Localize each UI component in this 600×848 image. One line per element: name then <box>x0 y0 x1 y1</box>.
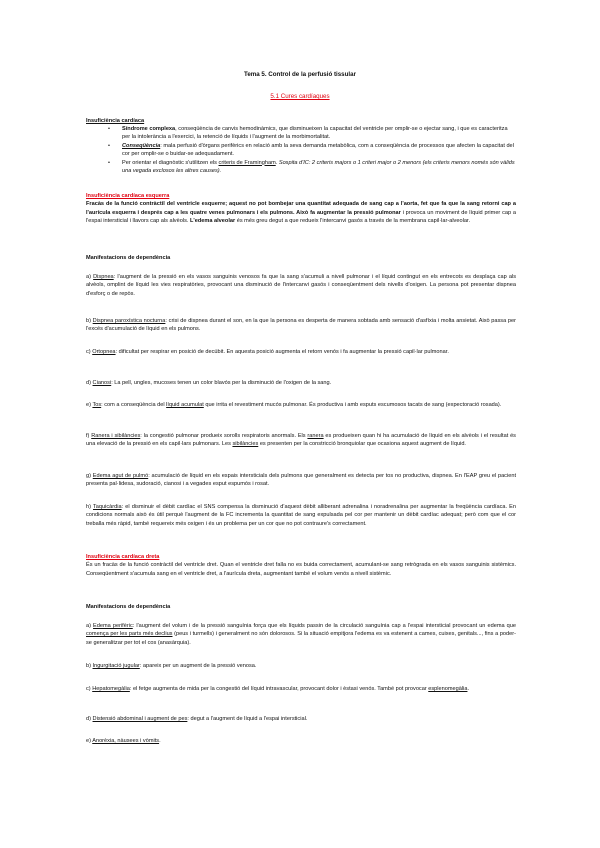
ice-item-e: e) Tos: com a conseqüència del líquid acumulat que irrita el revestiment mucós pulmonar. És productiva i amb esputs escumosos tacats de sang (expectoració rosada). <box>86 402 502 408</box>
ice-item-a: a) Dispnea: l'augment de la pressió en els vasos sanguinis venosos fa que la sang s'acumuli a nivell pulmonar i el líquid contingut en els entrecots es desplaça cap als alvèols, omplint de líquid les vies respiratòries, provocant una disminució de l'intercanvi gasós i conseqüentment dels nivells d'oxigen. La persona pot presentar dispnea d'esforç o de repòs. <box>86 274 516 297</box>
ice-manif-heading: Manifestacions de dependència <box>86 255 171 261</box>
bullet-item: • Síndrome complexa, conseqüència de canvis hemodinàmics, que disminueixen la capacitat del ventricle per omplir-se o ejectar sang, i que es caracteritza per la intolerància a l'exercici, la retenció de líquids i l'augment de la morbimortalitat. <box>108 126 508 141</box>
bullet-dot-icon: • <box>108 159 110 166</box>
ice-item-f: f) Ranera i sibilàncies: la congestió pulmonar produeix sorolls respiratoris anormals. Els ranera es produeixen quan hi ha acumulació de líquid en els alvèols i el resultat és una elevació de la pressió en els capil·lars pulmonars. Les sibilàncies es presenten per la constricció bronquiolar que ocasiona aquest augment de líquid. <box>86 433 516 448</box>
icd-item-b: b) Ingurgitació jugular: apareix per un augment de la pressió venosa. <box>86 663 257 669</box>
icd-item-e: e) Anorèxia, nàusees i vòmits. <box>86 738 161 744</box>
section-title: 5.1 Cures cardíaques <box>270 93 330 100</box>
ice-item-h: h) Taquicàrdia: el disminuir el dèbit cardíac el SNS compensa la disminució d'aquest dèbit alliberant adrenalina i noradrenalina per augmentar la freqüència cardíaca. En condicions normals això és útil perquè l'augment de la FC incrementa la quantitat de sang expulsada pel cor per mantenir un dèbit cardíac adequat; però com que el cor treballa més ràpid, també requereix més oxigen i és un problema per un cor que no pot contraure's correctament. <box>86 504 516 527</box>
ice-item-g: g) Edema agut de pulmó: acumulació de líquid en els espais intersticials dels pulmons que generalment es detecta per tos no productiva, dispnea. En l'EAP greu el pacient presenta pal·lidesa, sudoració, cianosi i a vegades esput espumós i rosat. <box>86 473 517 488</box>
bullet-dot-icon: • <box>108 142 110 149</box>
icd-item-c: c) Hepatomegàlia: el fetge augmenta de mida per la congestió del líquid intravascular, provocant dolor i èstasi venós. També pot provocar esplenomegàlia. <box>86 686 470 692</box>
bullet-item: • Conseqüència: mala perfusió d'òrgans perifèrics en relació amb la seva demanda metabòlica, com a conseqüència de processos que afecten la capacitat del cor per omplir-se o buidar-se adequadament. <box>108 142 514 158</box>
page-title: Tema 5. Control de la perfusió tissular <box>244 71 356 78</box>
icd-paragraph: És un fracàs de la funció contràctil del ventricle dret. Quan el ventricle dret falla no es buida correctament, acumulant-se sang retrògrada en els vasos sanguinis sistèmics. Conseqüentment s'acumula sang en el ventricle dret, a l'aurícula dreta, augmentant també el volum venós a nivell sistèmic. <box>86 562 516 577</box>
ice-item-d: d) Cianosi: La pell, ungles, mucoses tenen un color blavós per la disminució de l'oxigen de la sang. <box>86 380 332 386</box>
icd-item-a: a) Edema perifèric: l'augment del volum i de la pressió sanguínia força que els líquids passin de la circulació sanguínia cap a l'espai intersticial provocant un edema que comença per les parts més declius (peus i turmells) i generalment no són dolorosos. Si la situació empitjora l'edema es va estenent a cames, cuixes, genitals..., fins a poder-se generalitzar per tot el cos (anasàrquia). <box>86 623 516 646</box>
ice-section: Insuficiència cardíaca esquerra Fracàs de la funció contràctil del ventricle esquerre; aquest no pot bombejar una quantitat adequada de sang cap a l'aorta, fet que fa que la sang retorni cap a l'aurícula esquerra i després cap a les quatre venes pulmonars i els pulmons. Això fa augmentar la pressió pulmonar i provoca un moviment de líquid primer cap a l'espai intersticial i llavors cap als alvèols. L'edema alveolar és més greu degut a que redueix l'intercanvi gasós a través de la membrana capil·lar-alveolar. <box>86 193 516 225</box>
icd-manif-heading: Manifestacions de dependència <box>86 604 171 610</box>
ice-item-b: b) Dispnea paroxística nocturna: crisi de dispnea durant el son, en la que la persona es desperta de manera sobtada amb sensació d'asfíxia i molta ansietat. Això passa per l'excés d'acumulació de líquid en els pulmons. <box>86 318 516 333</box>
ic-bullet-list <box>108 125 516 175</box>
bullet-dot-icon: • <box>108 126 110 132</box>
bullet-item: • Per orientar el diagnòstic s'utilitzen els criteris de Framingham. Sospita d'IC: 2 criteris majors o 1 criteri major o 2 menors (els criteris menors només són vàlids una vegada exclosos les altres causes). <box>108 159 515 175</box>
ice-paragraph: Fracàs de la funció contràctil del ventricle esquerre; aquest no pot bombejar una quantitat adequada de sang cap a l'aorta, fet que fa que la sang retorni cap a l'aurícula esquerra i després cap a les quatre venes pulmonars i els pulmons. Això fa augmentar la pressió pulmonar i provoca un moviment de líquid primer cap a l'espai intersticial i llavors cap als alvèols. L'edema alveolar és més greu degut a que redueix l'intercanvi gasós a través de la membrana capil·lar-alveolar. <box>86 201 516 225</box>
icd-section: Insuficiència cardíaca dreta És un fracàs de la funció contràctil del ventricle dret. Quan el ventricle dret falla no es buida correctament, acumulant-se sang retrògrada en els vasos sanguinis sistèmics. Conseqüentment s'acumula sang en el ventricle dret, a l'aurícula dreta, augmentant també el volum venós a nivell sistèmic. <box>86 554 516 577</box>
icd-item-d: d) Distensió abdominal i augment de pes: degut a l'augment de líquid a l'espai intersticial. <box>86 716 308 722</box>
ice-item-c: c) Ortopnea: dificultat per respirar en posició de decúbit. En aquesta posició augmenta el retorn venós i fa augmentar la pressió capil·lar pulmonar. <box>86 349 449 355</box>
ic-heading: Insuficiència cardíaca <box>86 118 145 124</box>
